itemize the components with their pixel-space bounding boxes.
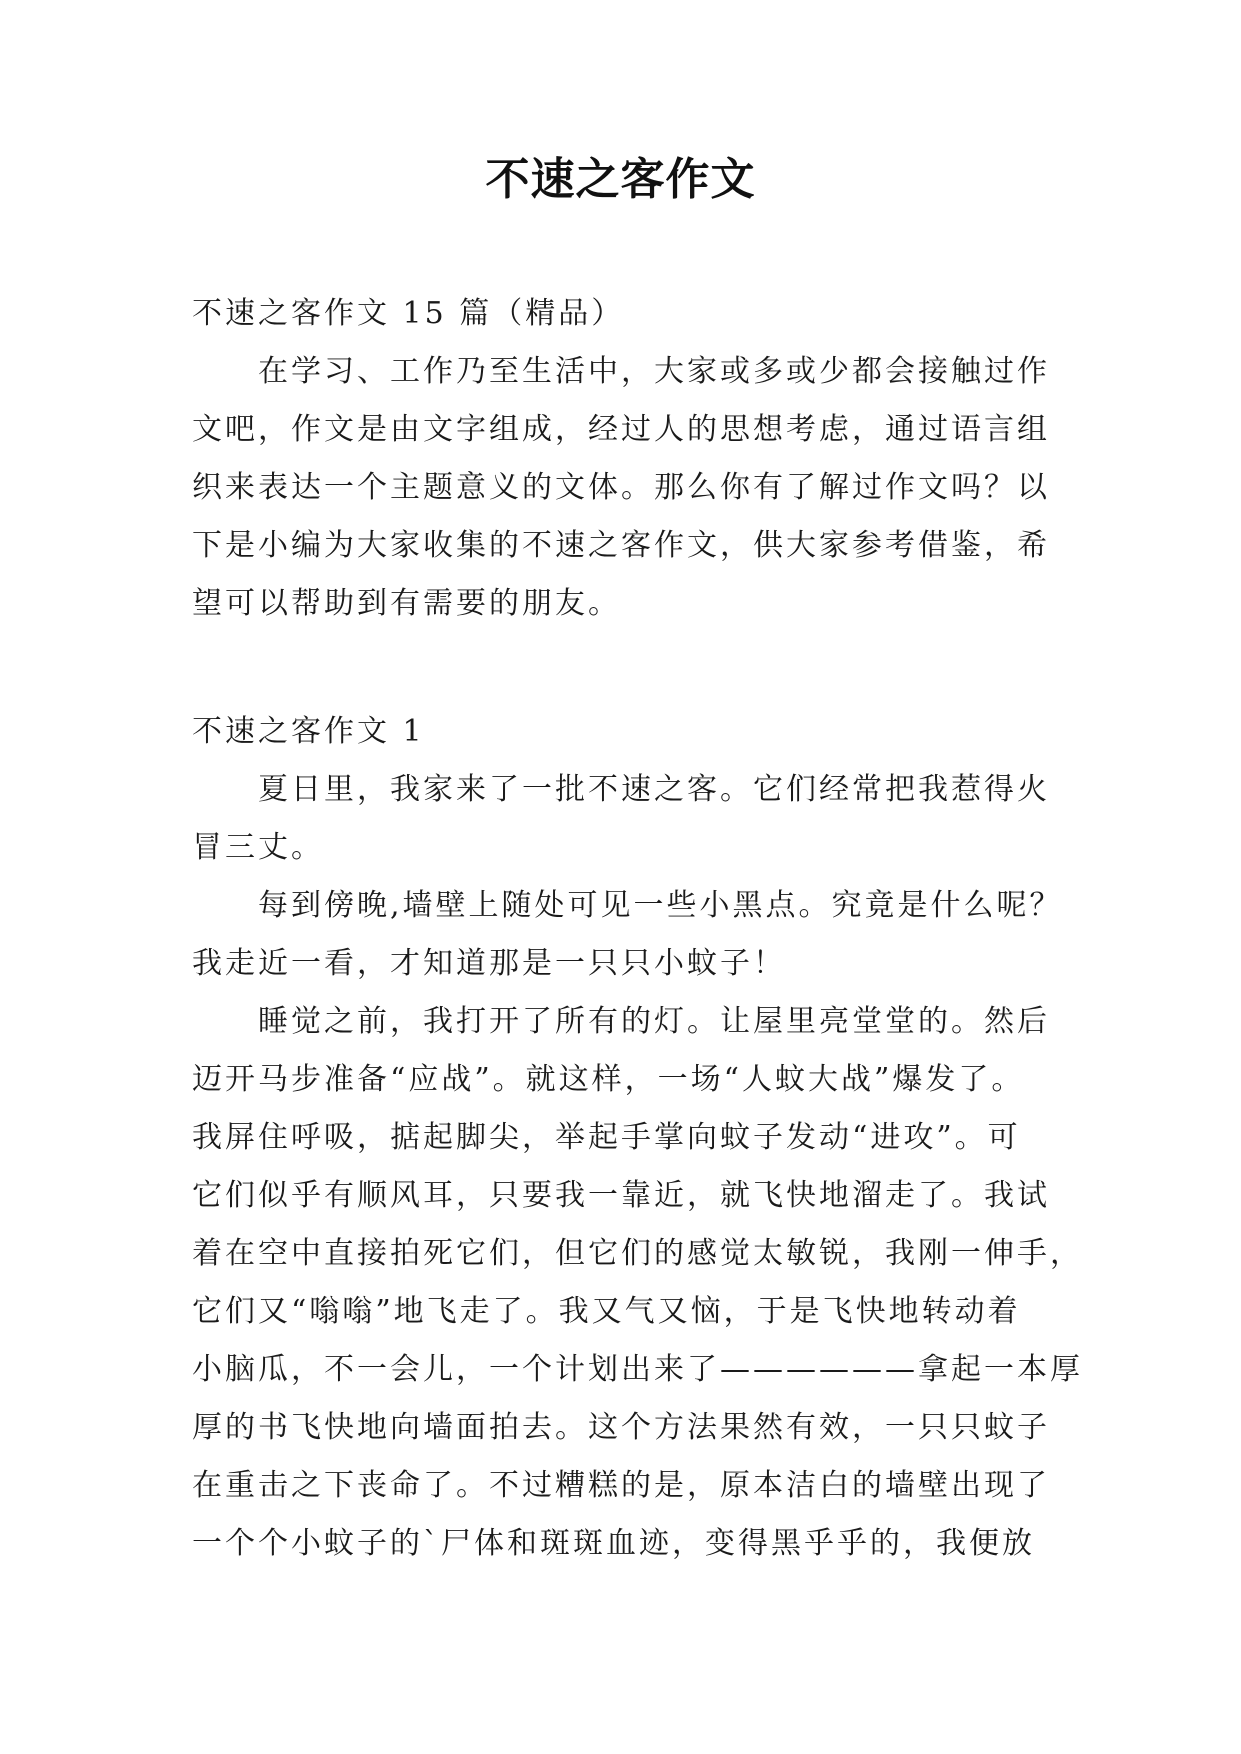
paragraph-line: 迈开马步准备“应战”。就这样，一场“人蚊大战”爆发了。 [192, 1062, 1025, 1097]
intro-line: 织来表达一个主题意义的文体。那么你有了解过作文吗？以 [192, 470, 1050, 505]
paragraph-line: 小脑瓜，不一会儿，一个计划出来了——————拿起一本厚 [192, 1352, 1083, 1387]
document-title: 不速之客作文 [485, 154, 756, 205]
intro-line: 望可以帮助到有需要的朋友。 [192, 586, 621, 621]
intro-line: 下是小编为大家收集的不速之客作文，供大家参考借鉴，希 [192, 528, 1050, 563]
paragraph-line: 每到傍晚,墙壁上随处可见一些小黑点。究竟是什么呢？ [258, 888, 1063, 923]
document-body [192, 285, 1083, 1573]
intro-line: 在学习、工作乃至生活中，大家或多或少都会接触过作 [258, 354, 1050, 389]
intro-line: 文吧，作文是由文字组成，经过人的思想考虑，通过语言组 [192, 412, 1050, 447]
paragraph-line: 厚的书飞快地向墙面拍去。这个方法果然有效，一只只蚊子 [192, 1410, 1050, 1445]
paragraph-line: 着在空中直接拍死它们，但它们的感觉太敏锐，我刚一伸手， [192, 1236, 1083, 1271]
paragraph-line: 它们似乎有顺风耳，只要我一靠近，就飞快地溜走了。我试 [192, 1178, 1050, 1213]
section-heading: 不速之客作文 1 [192, 714, 425, 749]
paragraph-line: 夏日里，我家来了一批不速之客。它们经常把我惹得火 [258, 772, 1050, 807]
paragraph-line: 我走近一看，才知道那是一只只小蚊子！ [192, 946, 786, 981]
paragraph-line: 在重击之下丧命了。不过糟糕的是，原本洁白的墙壁出现了 [192, 1468, 1050, 1503]
paragraph-line: 睡觉之前，我打开了所有的灯。让屋里亮堂堂的。然后 [258, 1004, 1050, 1039]
paragraph-line: 我屏住呼吸，掂起脚尖，举起手掌向蚊子发动“进攻”。可 [192, 1120, 1021, 1155]
paragraph-line: 它们又“嗡嗡”地飞走了。我又气又恼，于是飞快地转动着 [192, 1294, 1021, 1329]
paragraph-line: 冒三丈。 [192, 830, 324, 865]
section-spacer [192, 633, 1072, 703]
document-subtitle: 不速之客作文 15 篇（精品） [192, 296, 625, 331]
paragraph-line: 一个个小蚊子的`尸体和斑斑血迹，变得黑乎乎的，我便放 [192, 1526, 1035, 1561]
